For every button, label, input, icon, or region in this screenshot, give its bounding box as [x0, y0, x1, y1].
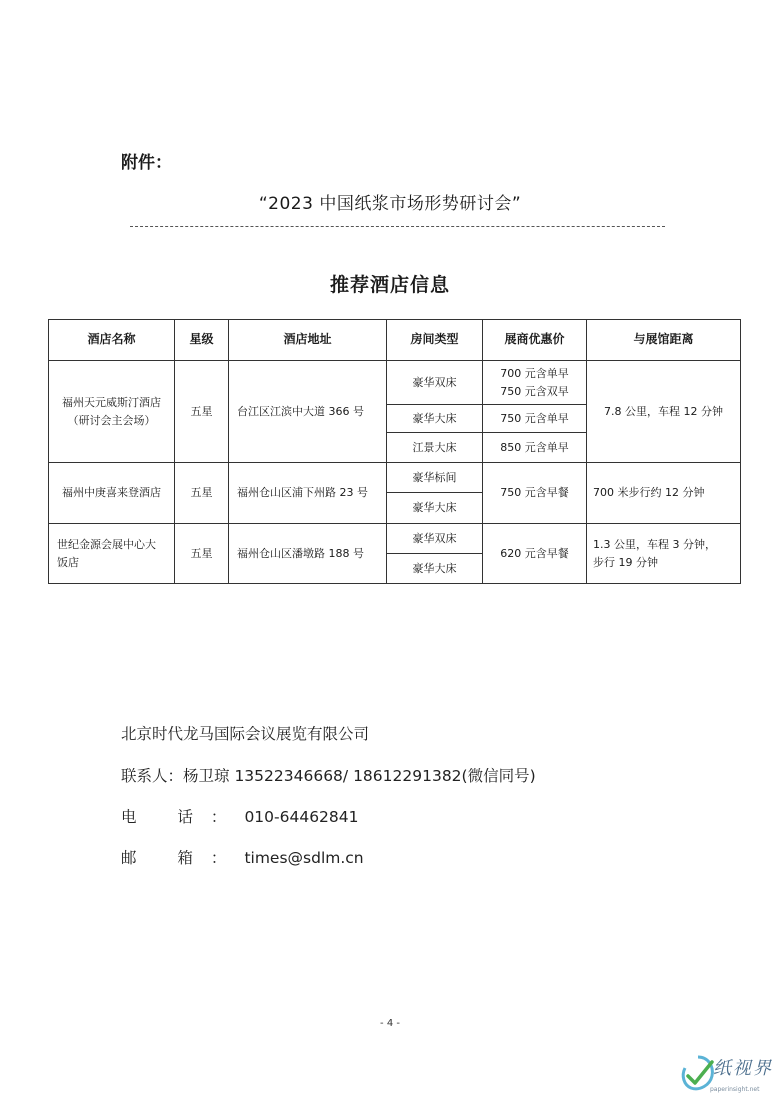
room-type: 豪华大床: [387, 405, 483, 433]
watermark-brand: 纸视界: [713, 1058, 773, 1079]
price: 750 元含早餐: [483, 463, 587, 524]
section-title: 推荐酒店信息: [329, 274, 450, 296]
distance: 1.3 公里，车程 3 分钟，: [593, 537, 716, 551]
room-type: 豪华双床: [387, 361, 483, 405]
room-type: 豪华双床: [387, 524, 483, 554]
column-header: 星级: [175, 320, 229, 361]
price: 850 元含单早: [483, 433, 587, 463]
contact-person-line: [121, 764, 536, 786]
phone-line: [121, 805, 359, 827]
attachment-label: 附件：: [121, 153, 172, 173]
conference-title: “2023 中国纸浆市场形势研讨会”: [258, 194, 522, 214]
table-row: [49, 361, 741, 405]
price: 750 元含单早: [483, 405, 587, 433]
price: 750 元含双早: [500, 384, 569, 398]
hotel-name-cont: 饭店: [57, 555, 79, 569]
hotel-stars: 五星: [175, 524, 229, 584]
column-header: 酒店地址: [229, 320, 387, 361]
room-type: 豪华标间: [387, 463, 483, 493]
email-label: 邮 箱：: [121, 849, 245, 867]
hotel-stars: 五星: [175, 463, 229, 524]
page-number: - 4 -: [380, 1018, 400, 1029]
email-line: [121, 846, 364, 868]
distance: 7.8 公里，车程 12 分钟: [587, 361, 741, 463]
price: 620 元含早餐: [483, 524, 587, 584]
price-cell: [483, 361, 587, 405]
column-header: 展商优惠价: [483, 320, 587, 361]
room-type: 江景大床: [387, 433, 483, 463]
hotel-name-cell: [49, 361, 175, 463]
hotel-stars: 五星: [175, 361, 229, 463]
contact-person-value: 杨卫琼 13522346668/ 18612291382(微信同号): [183, 767, 536, 785]
table-row: [49, 463, 741, 493]
company-name: 北京时代龙马国际会议展览有限公司: [121, 725, 370, 743]
dashed-divider: [130, 226, 665, 227]
table-row: [49, 524, 741, 554]
hotel-address: 福州仓山区浦下州路 23 号: [229, 463, 387, 524]
hotel-name: 福州天元威斯汀酒店: [62, 395, 161, 409]
watermark-logo: [676, 1046, 780, 1104]
table-header-row: [49, 320, 741, 361]
hotel-address: 台江区江滨中大道 366 号: [229, 361, 387, 463]
hotel-name: 世纪金源会展中心大: [57, 537, 156, 551]
price: 700 元含单早: [500, 366, 569, 380]
hotel-name: 福州中庚喜来登酒店: [49, 463, 175, 524]
phone-label: 电 话：: [121, 808, 245, 826]
column-header: 与展馆距离: [587, 320, 741, 361]
room-type: 豪华大床: [387, 493, 483, 524]
distance-cell: [587, 524, 741, 584]
hotel-address: 福州仓山区潘墩路 188 号: [229, 524, 387, 584]
column-header: 房间类型: [387, 320, 483, 361]
hotel-name-cell: [49, 524, 175, 584]
hotel-table: [48, 319, 741, 584]
hotel-name-note: （研讨会主会场）: [67, 413, 156, 427]
distance: 700 米步行约 12 分钟: [587, 463, 741, 524]
phone-value: 010-64462841: [244, 808, 359, 826]
distance-walk: 步行 19 分钟: [593, 555, 658, 569]
watermark-url: paperinsight.net: [710, 1086, 760, 1093]
column-header: 酒店名称: [49, 320, 175, 361]
email-value: times@sdlm.cn: [244, 849, 364, 867]
room-type: 豪华大床: [387, 554, 483, 584]
contact-person-label: 联系人：: [121, 767, 184, 785]
